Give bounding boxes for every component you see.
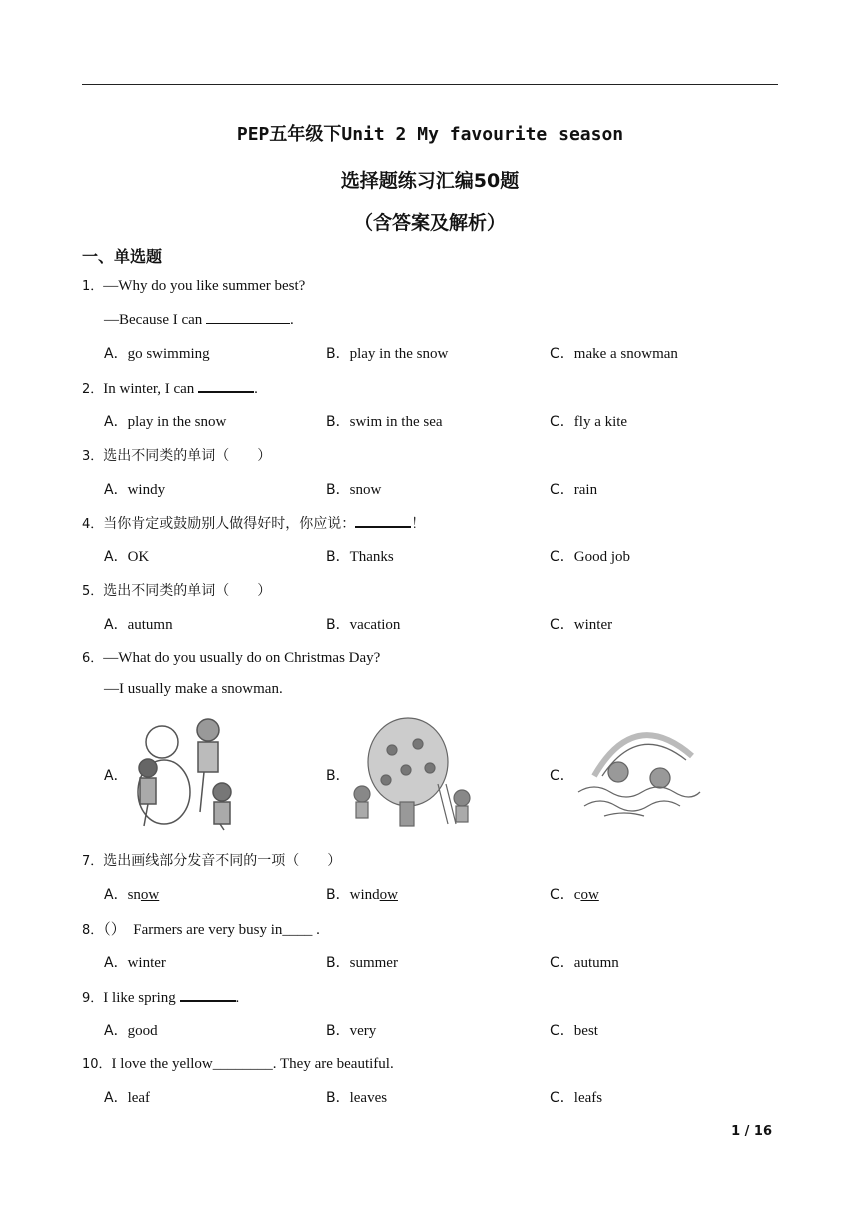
q5-option-b[interactable]: B．vacation — [326, 617, 401, 633]
q8-option-b[interactable]: B．summer — [326, 955, 398, 971]
question-6: 6．—What do you usually do on Christmas Day? — [82, 650, 381, 666]
q9-option-b[interactable]: B．very — [326, 1023, 377, 1039]
section-heading: 一、单选题 — [82, 247, 163, 266]
q5-option-c[interactable]: C．winter — [550, 617, 613, 633]
page-number: 1 / 16 — [731, 1124, 772, 1139]
q6-option-b[interactable]: B． — [326, 768, 350, 784]
question-9: 9．I like spring . — [82, 986, 239, 1007]
doc-title: PEP五年级下Unit 2 My favourite season — [236, 124, 624, 145]
q4-option-c[interactable]: C．Good job — [550, 549, 631, 565]
q3-option-c[interactable]: C．rain — [550, 482, 598, 498]
q3-option-a[interactable]: A．windy — [104, 482, 166, 498]
q1-option-c[interactable]: C．make a snowman — [550, 346, 678, 362]
question-8: 8．（） Farmers are very busy in____ . — [82, 922, 320, 938]
q2-option-b[interactable]: B．swim in the sea — [326, 414, 443, 430]
q6-option-a[interactable]: A． — [104, 768, 128, 784]
q6-option-c[interactable]: C． — [550, 768, 574, 784]
q4-option-b[interactable]: B．Thanks — [326, 549, 394, 565]
q9-option-a[interactable]: A．good — [104, 1023, 158, 1039]
q7-option-b[interactable]: B．window — [326, 887, 398, 903]
q4-option-a[interactable]: A．OK — [104, 549, 150, 565]
question-2: 2．In winter, I can . — [82, 377, 258, 398]
q1-option-a[interactable]: A．go swimming — [104, 346, 210, 362]
q10-option-a[interactable]: A．leaf — [104, 1090, 151, 1106]
question-3: 3．选出不同类的单词（ ） — [82, 448, 272, 464]
apple-tree-picture — [346, 714, 476, 832]
question-10: 10．I love the yellow________. They are beautiful. — [82, 1056, 394, 1072]
q7-option-a[interactable]: A．snow — [104, 887, 160, 903]
swimming-picture — [574, 716, 704, 822]
question-6-line2: —I usually make a snowman. — [104, 681, 283, 697]
q8-option-c[interactable]: C．autumn — [550, 955, 619, 971]
q5-option-a[interactable]: A．autumn — [104, 617, 173, 633]
doc-subtitle: 选择题练习汇编50题 — [340, 170, 520, 192]
question-5: 5．选出不同类的单词（ ） — [82, 583, 272, 599]
doc-subtitle-note: （含答案及解析） — [353, 212, 506, 234]
question-1-line2: —Because I can . — [104, 309, 294, 329]
q9-option-c[interactable]: C．best — [550, 1023, 598, 1039]
question-7: 7．选出画线部分发音不同的一项（ ） — [82, 853, 342, 869]
q8-option-a[interactable]: A．winter — [104, 955, 166, 971]
q1-option-b[interactable]: B．play in the snow — [326, 346, 449, 362]
q2-option-a[interactable]: A．play in the snow — [104, 414, 227, 430]
q7-option-c[interactable]: C．cow — [550, 887, 599, 903]
q10-option-c[interactable]: C．leafs — [550, 1090, 603, 1106]
q10-option-b[interactable]: B．leaves — [326, 1090, 388, 1106]
q2-option-c[interactable]: C．fly a kite — [550, 414, 628, 430]
snowman-picture — [124, 712, 240, 832]
header-rule — [82, 84, 778, 85]
q3-option-b[interactable]: B．snow — [326, 482, 382, 498]
question-4: 4．当你肯定或鼓励别人做得好时，你应说： ！ — [82, 512, 425, 533]
question-1: 1．—Why do you like summer best? — [82, 278, 306, 294]
